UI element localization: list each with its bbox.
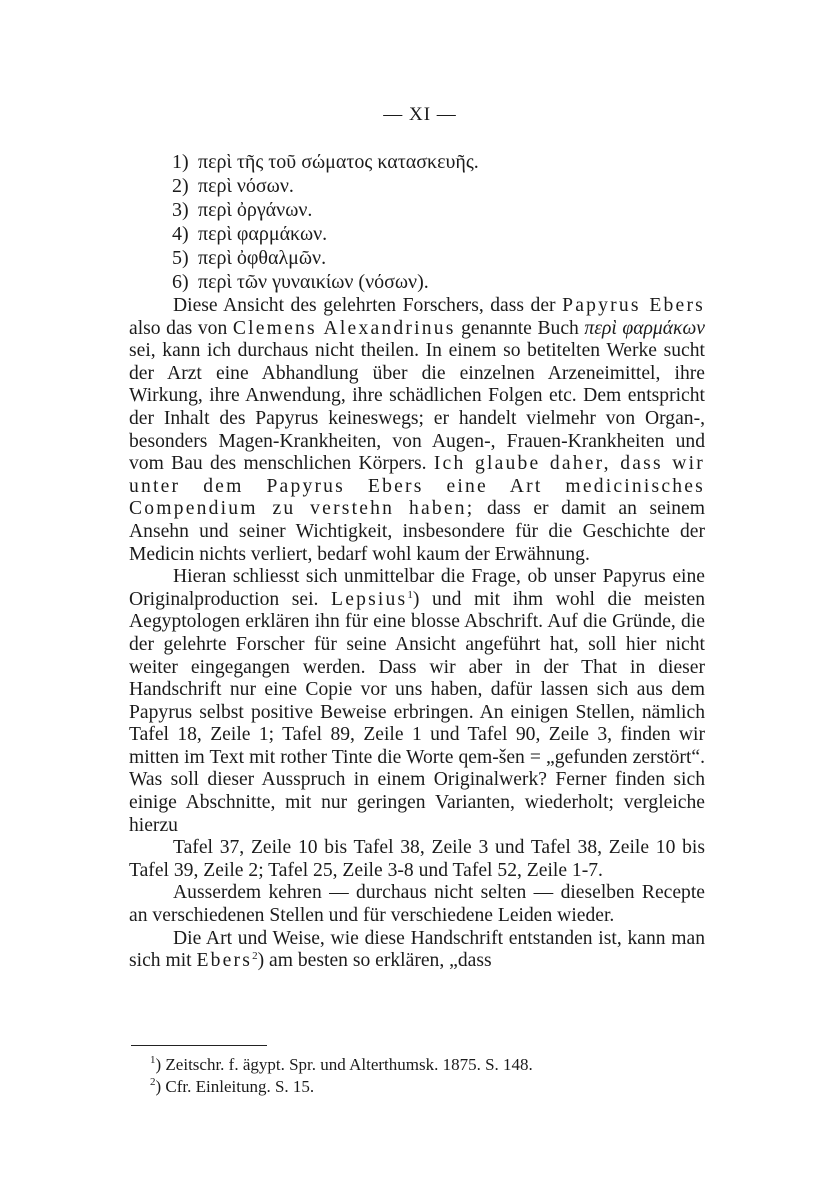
text-run: Hieran schliesst sich unmittelbar die Frage, ob unser Papyrus eine Originalproduction sei. (129, 566, 705, 610)
page-number: — XI — (383, 104, 457, 125)
text-run: genannte Buch (455, 317, 585, 339)
list-number: 4) (172, 223, 189, 245)
paragraph-1 (129, 295, 705, 566)
emphasis-clemens: Clemens Alexandrinus (232, 317, 456, 339)
footnote-divider (131, 1045, 267, 1046)
list-item (172, 222, 479, 246)
list-number: 6) (172, 271, 189, 293)
list-number: 2) (172, 175, 189, 197)
list-text: περὶ τῶν γυναικίων (νόσων). (198, 271, 429, 293)
list-text: περὶ τῆς τοῦ σώματος κατασκευῆς. (198, 151, 479, 173)
list-item (172, 270, 479, 294)
paragraph-2 (129, 566, 705, 837)
list-text: περὶ ὀφθαλμῶν. (198, 247, 327, 269)
body-text (129, 295, 705, 973)
text-run: ) am besten so erklären, „dass (257, 950, 492, 972)
text-run: Diese Ansicht des gelehrten Forschers, dass der (173, 295, 563, 316)
list-number: 1) (172, 151, 189, 173)
list-text: περὶ νόσων. (198, 175, 294, 197)
footnote-text: ) Cfr. Einleitung. S. 15. (155, 1077, 315, 1096)
list-number: 3) (172, 199, 189, 221)
list-text: περὶ φαρμάκων. (198, 223, 328, 245)
footnote-marker: 2 (252, 950, 258, 963)
emphasis-lepsius: Lepsius (331, 588, 408, 610)
emphasis-ebers: Ebers (196, 950, 253, 972)
text-run: also das von (129, 317, 233, 339)
footnote-marker: 1 (150, 1054, 156, 1066)
text-run: ) und mit ihm wohl die meisten Aegyptologen erklären ihn für eine blosse Abschrift. Auf die Gründe, die der gelehrte Forscher für seine Ansicht angeführt hat, soll hier nicht weiter eingegangen werden. Dass wir aber in der That in dieser Handschrift nur eine Copie vor uns haben, dafür lassen sich aus dem Papyrus selbst positive Beweise erbringen. An einigen Stellen, nämlich Tafel 18, Zeile 1; Tafel 89, Zeile 1 und Tafel 90, Zeile 3, finden wir mitten im Text mit rother Tinte die Worte qem-šen = „gefunden zerstört“. Was soll dieser Ausspruch in einem Originalwerk? Ferner finden sich einige Abschnitte, mit nur geringen Varianten, wiederholt; vergleiche hierzu (129, 588, 705, 836)
emphasis-conclusion: Ich glaube daher, dass wir unter dem Papyrus Ebers eine Art medicinisches Compendium zu verstehn haben; (129, 453, 706, 520)
greek-book-list (172, 150, 479, 294)
list-item (172, 150, 479, 174)
list-item (172, 198, 479, 222)
list-item (172, 174, 479, 198)
text-run: dass er damit an seinem Ansehn und seiner Wichtigkeit, insbesondere für die Geschichte der Medicin nichts verliert, bedarf wohl kaum der Erwähnung. (129, 498, 705, 565)
text-run: Die Art und Weise, wie diese Handschrift entstanden ist, kann man sich mit (129, 927, 705, 972)
text-run: sei, kann ich durchaus nicht theilen. In einem so betitelten Werke sucht der Arzt eine Abhandlung über die einzelnen Arzeneimittel, ihre Wirkung, ihre Anwendung, ihre schädlichen Folgen etc. Dem entspricht der Inhalt des Papyrus keineswegs; er handelt vielmehr von Organ-, besonders Magen-Krankheiten, von Augen-, Frauen-Krankheiten und vom Bau des menschlichen Körpers. (129, 340, 705, 475)
greek-title: περὶ φαρμάκων (584, 317, 705, 339)
footnote (150, 1076, 533, 1098)
footnote-marker: 1 (407, 588, 413, 601)
footnotes (150, 1054, 533, 1098)
list-text: περὶ ὀργάνων. (198, 199, 313, 221)
emphasis-papyrus-ebers: Papyrus Ebers (562, 295, 705, 316)
paragraph-4: Ausserdem kehren — durchaus nicht selten — dieselben Recepte an verschiedenen Stellen und für verschiedene Leiden wieder. (129, 882, 705, 927)
footnote (150, 1054, 533, 1076)
list-number: 5) (172, 247, 189, 269)
paragraph-3: Tafel 37, Zeile 10 bis Tafel 38, Zeile 3 und Tafel 38, Zeile 10 bis Tafel 39, Zeile 2; Tafel 25, Zeile 3-8 und Tafel 52, Zeile 1-7. (129, 837, 705, 881)
footnote-text: ) Zeitschr. f. ägypt. Spr. und Alterthumsk. 1875. S. 148. (155, 1055, 533, 1074)
footnote-marker: 2 (150, 1076, 156, 1088)
list-item (172, 246, 479, 270)
paragraph-5 (129, 928, 705, 973)
